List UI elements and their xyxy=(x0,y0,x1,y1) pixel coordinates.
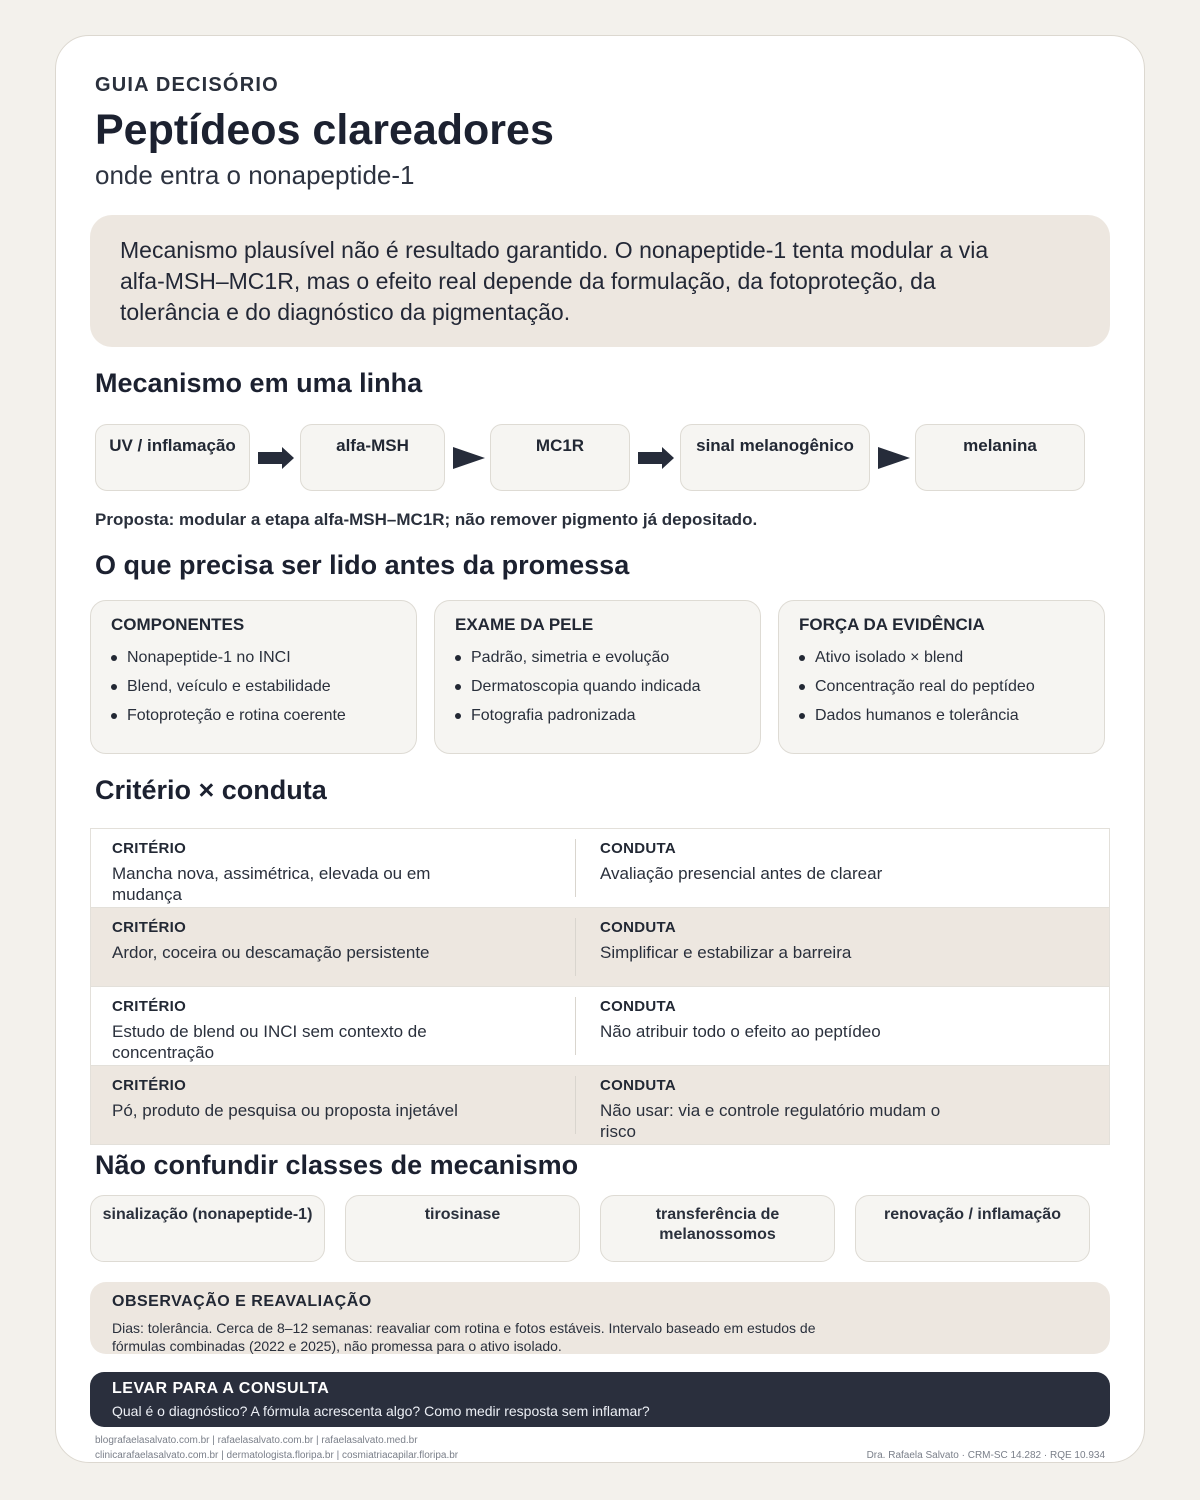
conduct-text: Não usar: via e controle regulatório mudam o risco xyxy=(600,1101,941,1141)
list-item: Dermatoscopia quando indicada xyxy=(455,672,760,701)
list-item: Fotoproteção e rotina coerente xyxy=(111,701,416,730)
observation-text: Dias: tolerância. Cerca de 8–12 semanas: reavaliar com rotina e fotos estáveis. Intervalo baseado em estudos de fórmulas combinadas (2022 e 2025), não promessa para o ativo isolado. xyxy=(112,1320,816,1354)
criterion-text: Estudo de blend ou INCI sem contexto de concentração xyxy=(112,1022,427,1062)
reading-card-title: COMPONENTES xyxy=(111,615,245,634)
mechanism-heading: Mecanismo em uma linha xyxy=(95,368,423,398)
table-row xyxy=(91,829,1109,908)
footer-credit: Dra. Rafaela Salvato · CRM-SC 14.282 · RQE 10.934 xyxy=(866,1450,1105,1461)
reading-card-title: FORÇA DA EVIDÊNCIA xyxy=(799,615,985,634)
footer-links-line2: clinicarafaelasalvato.com.br | dermatologista.floripa.br | cosmiatriacapilar.floripa.br xyxy=(95,1450,459,1461)
criterion-label: CRITÉRIO xyxy=(112,919,187,936)
criteria-table xyxy=(90,828,1110,1145)
notice-text: Mecanismo plausível não é resultado garantido. O nonapeptide-1 tenta modular a via alfa-MSH–MC1R, mas o efeito real depende da formulação, da fotoproteção, da tolerância e do diagnóstico da pigmentação. xyxy=(120,237,989,325)
reading-card-evidencia xyxy=(778,600,1105,754)
footer-links xyxy=(95,1433,458,1463)
criterion-text: Mancha nova, assimétrica, elevada ou em mudança xyxy=(112,864,431,904)
conduct-label: CONDUTA xyxy=(600,998,676,1015)
conduct-label: CONDUTA xyxy=(600,919,676,936)
conduct-text: Simplificar e estabilizar a barreira xyxy=(600,943,852,962)
criteria-heading: Critério × conduta xyxy=(95,775,327,805)
list-item: Dados humanos e tolerância xyxy=(799,701,1104,730)
reading-card-exame xyxy=(434,600,761,754)
table-row xyxy=(91,1066,1109,1144)
list-item: Padrão, simetria e evolução xyxy=(455,643,760,672)
flow-step-alfa-msh: alfa-MSH xyxy=(300,424,445,491)
criterion-label: CRITÉRIO xyxy=(112,1077,187,1094)
table-row xyxy=(91,908,1109,987)
class-pill: tirosinase xyxy=(345,1195,580,1262)
list-item: Concentração real do peptídeo xyxy=(799,672,1104,701)
list-item: Blend, veículo e estabilidade xyxy=(111,672,416,701)
classes-heading: Não confundir classes de mecanismo xyxy=(95,1150,579,1180)
footer-links-line1: blografaelasalvato.com.br | rafaelasalvato.com.br | rafaelasalvato.med.br xyxy=(95,1435,418,1446)
criterion-label: CRITÉRIO xyxy=(112,998,187,1015)
consultation-title: LEVAR PARA A CONSULTA xyxy=(112,1380,330,1397)
reading-card-componentes xyxy=(90,600,417,754)
criterion-text: Ardor, coceira ou descamação persistente xyxy=(112,943,430,962)
conduct-label: CONDUTA xyxy=(600,840,676,857)
reading-heading: O que precisa ser lido antes da promessa xyxy=(95,550,630,580)
observation-panel xyxy=(90,1282,1110,1354)
page-subtitle: onde entra o nonapeptide-1 xyxy=(95,160,415,190)
observation-title: OBSERVAÇÃO E REAVALIAÇÃO xyxy=(112,1293,372,1310)
arrow-right-icon xyxy=(638,447,674,469)
class-pill: renovação / inflamação xyxy=(855,1195,1090,1262)
conduct-text: Não atribuir todo o efeito ao peptídeo xyxy=(600,1022,881,1041)
list-item: Nonapeptide-1 no INCI xyxy=(111,643,416,672)
criterion-label: CRITÉRIO xyxy=(112,840,187,857)
eyebrow-label: GUIA DECISÓRIO xyxy=(95,74,279,96)
criterion-text: Pó, produto de pesquisa ou proposta injetável xyxy=(112,1101,458,1120)
conduct-text: Avaliação presencial antes de clarear xyxy=(600,864,883,883)
flow-step-sinal: sinal melanogênico xyxy=(680,424,870,491)
notice-panel xyxy=(90,215,1110,347)
flow-step-melanina: melanina xyxy=(915,424,1085,491)
class-pill: sinalização (nonapeptide-1) xyxy=(90,1195,325,1262)
arrow-right-icon xyxy=(453,447,485,469)
reading-card-title: EXAME DA PELE xyxy=(455,615,594,634)
conduct-label: CONDUTA xyxy=(600,1077,676,1094)
page-title: Peptídeos clareadores xyxy=(95,106,554,154)
list-item: Fotografia padronizada xyxy=(455,701,760,730)
flow-step-uv: UV / inflamação xyxy=(95,424,250,491)
class-pill: transferência de melanossomos xyxy=(600,1195,835,1262)
arrow-right-icon xyxy=(878,447,910,469)
arrow-right-icon xyxy=(258,447,294,469)
mechanism-note: Proposta: modular a etapa alfa-MSH–MC1R; não remover pigmento já depositado. xyxy=(95,510,758,529)
table-row xyxy=(91,987,1109,1066)
list-item: Ativo isolado × blend xyxy=(799,643,1104,672)
consultation-text: Qual é o diagnóstico? A fórmula acrescenta algo? Como medir resposta sem inflamar? xyxy=(112,1403,650,1419)
flow-step-mc1r: MC1R xyxy=(490,424,630,491)
consultation-banner xyxy=(90,1372,1110,1427)
